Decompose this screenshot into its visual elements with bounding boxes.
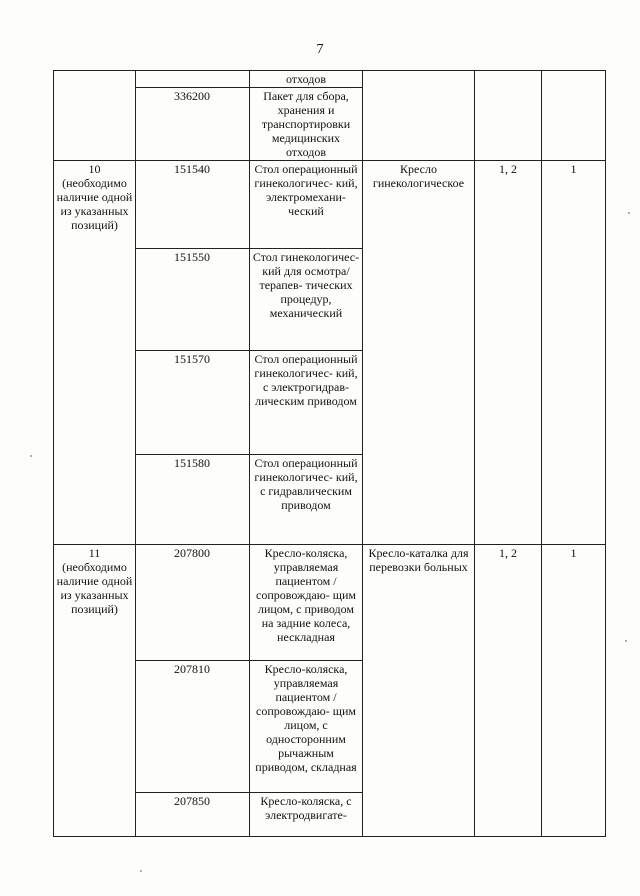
scan-speck [628, 212, 630, 214]
table-row [54, 545, 606, 661]
group-cell [54, 71, 136, 161]
code-cell [136, 71, 250, 88]
name-cell: Кресло-коляска, управляемая пациентом / сопровождаю- щим лицом, с приводом на задние колеса, нескладная [250, 545, 363, 661]
equipment-cell [363, 71, 475, 161]
name-cell: Стол гинекологичес- кий для осмотра/терапев- тических процедур, механический [250, 249, 363, 351]
code-cell: 207800 [136, 545, 250, 661]
name-cell: Стол операционный гинекологичес- кий, с электрогидрав- лическим приводом [250, 351, 363, 455]
sections-cell: 1, 2 [475, 545, 542, 837]
page-number: 7 [316, 42, 324, 57]
table-row [54, 71, 606, 88]
name-cell: Стол операционный гинекологичес- кий, с гидравлическим приводом [250, 455, 363, 545]
scan-speck [625, 640, 627, 642]
sections-cell: 1, 2 [475, 161, 542, 545]
name-cell: Кресло-коляска, управляемая пациентом /сопровождаю- щим лицом, с односторонним рычажным приводом, складная [250, 661, 363, 793]
table-row [54, 161, 606, 249]
scan-speck [30, 455, 32, 457]
name-cell: Пакет для сбора, хранения и транспортировки медицинских отходов [250, 88, 363, 161]
code-cell: 151580 [136, 455, 250, 545]
code-cell: 336200 [136, 88, 250, 161]
scan-speck [140, 870, 142, 872]
group-cell: 10 (необходимо наличие одной из указанных позиций) [54, 161, 136, 545]
name-cell: Стол операционный гинекологичес- кий, электромехани- ческий [250, 161, 363, 249]
name-cell: отходов [250, 71, 363, 88]
quantity-cell [542, 71, 606, 161]
equipment-cell: Кресло-каталка для перевозки больных [363, 545, 475, 837]
sections-cell [475, 71, 542, 161]
quantity-cell: 1 [542, 161, 606, 545]
code-cell: 151550 [136, 249, 250, 351]
code-cell: 207850 [136, 793, 250, 837]
code-cell: 151570 [136, 351, 250, 455]
quantity-cell: 1 [542, 545, 606, 837]
equipment-table [53, 70, 606, 837]
equipment-cell: Кресло гинекологическое [363, 161, 475, 545]
name-cell: Кресло-коляска, с электродвигате- [250, 793, 363, 837]
code-cell: 151540 [136, 161, 250, 249]
group-cell: 11 (необходимо наличие одной из указанных позиций) [54, 545, 136, 837]
code-cell: 207810 [136, 661, 250, 793]
